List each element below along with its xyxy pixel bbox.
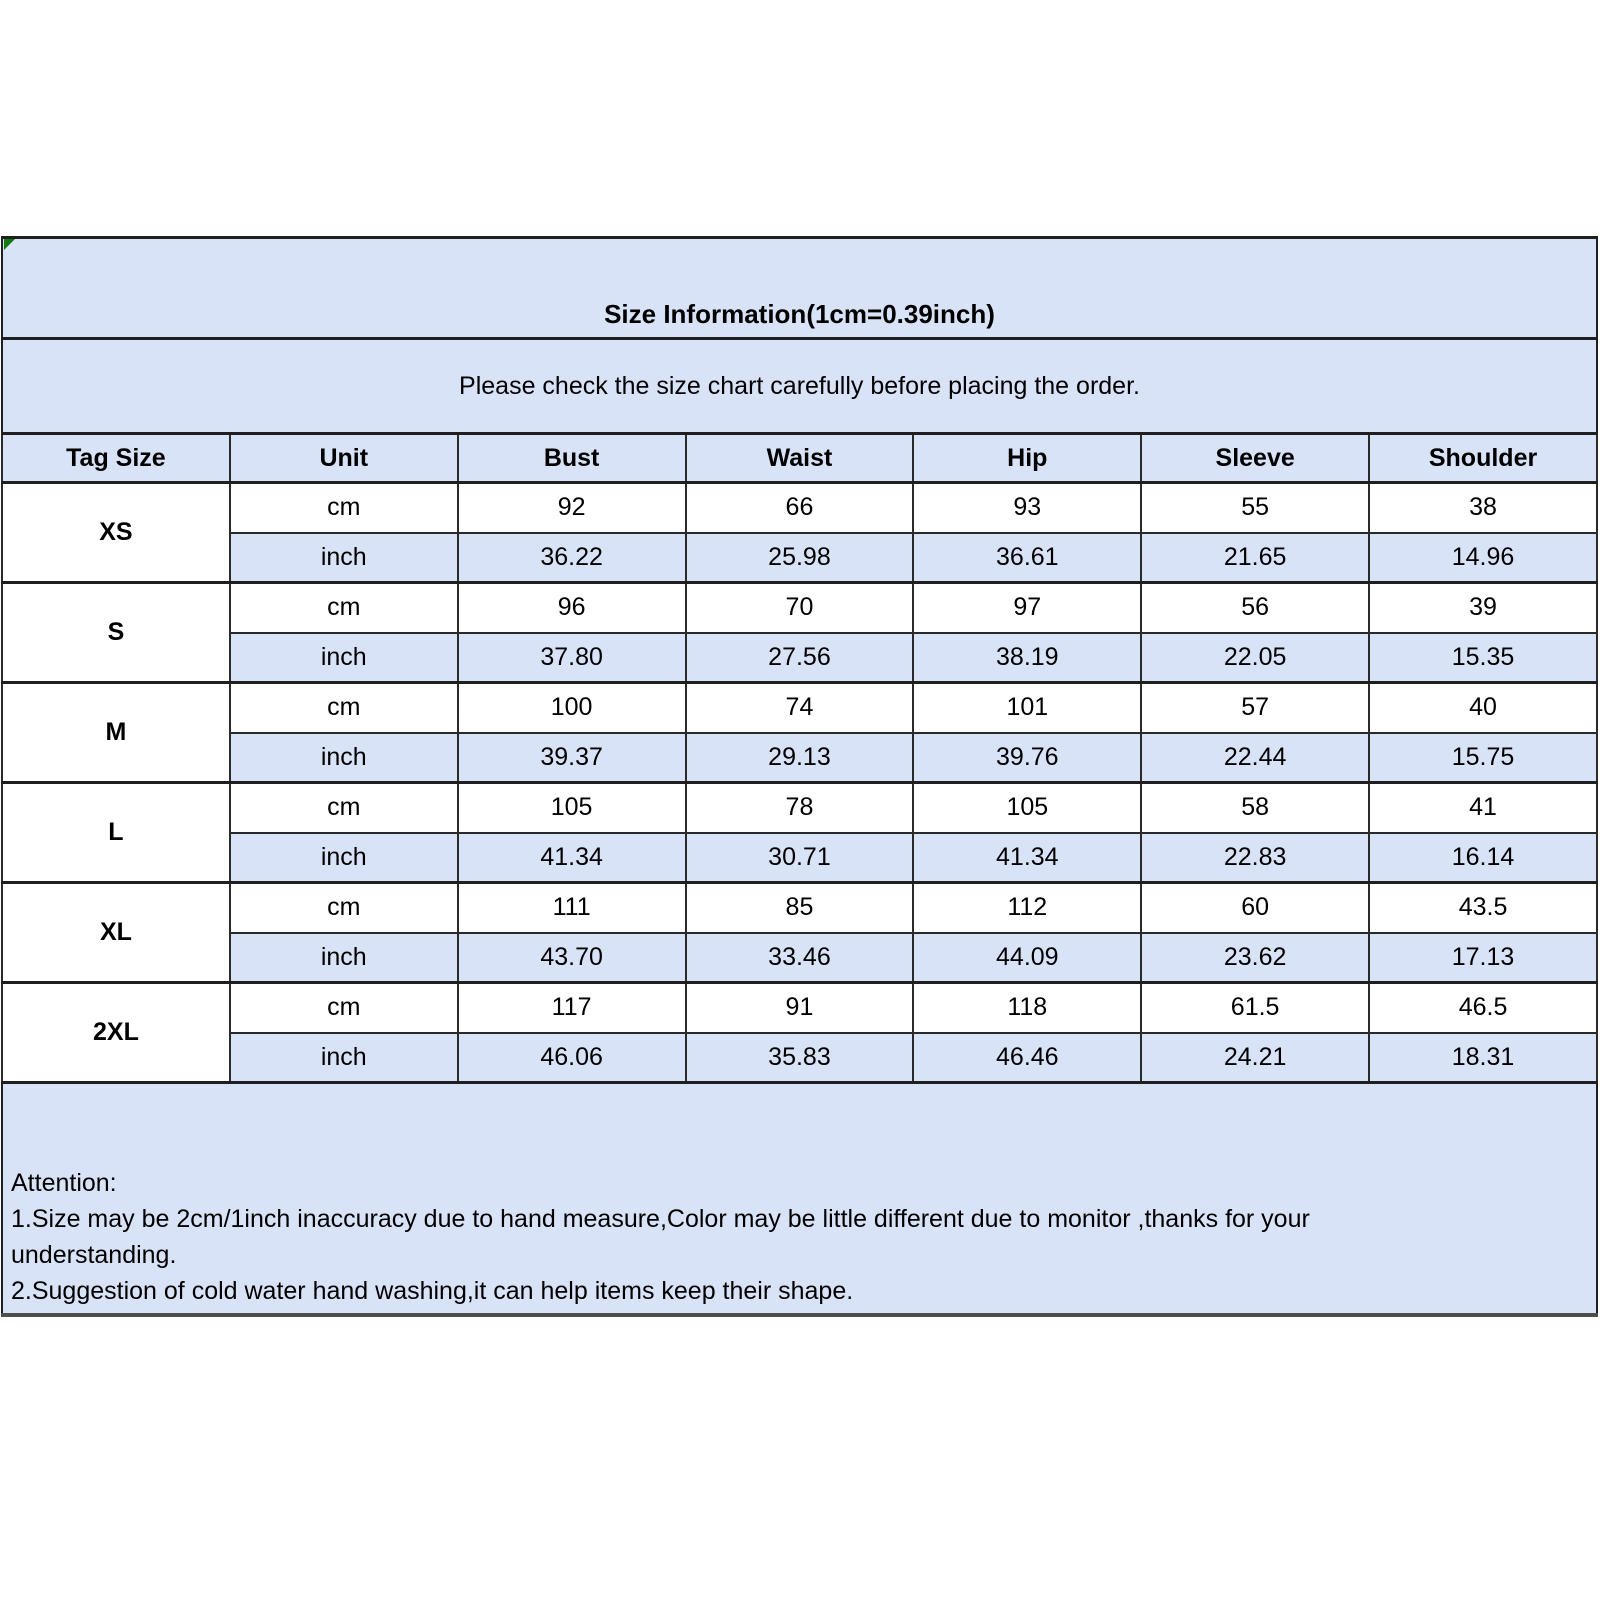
value-cell: 22.44 [1141, 733, 1369, 783]
attention-heading: Attention: [11, 1168, 117, 1197]
value-cell: 27.56 [686, 633, 914, 683]
unit-cell: cm [230, 683, 458, 733]
value-cell: 78 [686, 783, 914, 833]
value-cell: 33.46 [686, 933, 914, 983]
value-cell: 57 [1141, 683, 1369, 733]
unit-cell: cm [230, 783, 458, 833]
attention-row [2, 1083, 1597, 1315]
value-cell: 66 [686, 483, 914, 533]
value-cell: 14.96 [1369, 533, 1597, 583]
column-header-hip: Hip [913, 434, 1141, 483]
column-header-bust: Bust [458, 434, 686, 483]
value-cell: 46.06 [458, 1033, 686, 1083]
tag-size-cell: M [2, 683, 230, 783]
value-cell: 55 [1141, 483, 1369, 533]
unit-cell: cm [230, 483, 458, 533]
value-cell: 18.31 [1369, 1033, 1597, 1083]
value-cell: 15.75 [1369, 733, 1597, 783]
value-cell: 117 [458, 983, 686, 1033]
value-cell: 39.37 [458, 733, 686, 783]
table-row-xs-cm [2, 483, 1597, 533]
value-cell: 40 [1369, 683, 1597, 733]
value-cell: 29.13 [686, 733, 914, 783]
value-cell: 44.09 [913, 933, 1141, 983]
cell-corner-marker-icon [4, 239, 15, 250]
value-cell: 100 [458, 683, 686, 733]
page-title: Size Information(1cm=0.39inch) [2, 238, 1597, 339]
value-cell: 22.05 [1141, 633, 1369, 683]
table-row-m-cm [2, 683, 1597, 733]
value-cell: 21.65 [1141, 533, 1369, 583]
value-cell: 58 [1141, 783, 1369, 833]
value-cell: 39 [1369, 583, 1597, 633]
value-cell: 111 [458, 883, 686, 933]
value-cell: 41 [1369, 783, 1597, 833]
value-cell: 60 [1141, 883, 1369, 933]
unit-cell: inch [230, 933, 458, 983]
value-cell: 56 [1141, 583, 1369, 633]
unit-cell: inch [230, 633, 458, 683]
unit-cell: inch [230, 833, 458, 883]
table-row-xs-inch [2, 533, 1597, 583]
column-header-shoulder: Shoulder [1369, 434, 1597, 483]
column-header-unit: Unit [230, 434, 458, 483]
size-information-panel [1, 236, 1598, 1317]
table-row-s-inch [2, 633, 1597, 683]
value-cell: 39.76 [913, 733, 1141, 783]
unit-cell: cm [230, 983, 458, 1033]
value-cell: 43.5 [1369, 883, 1597, 933]
tag-size-cell: L [2, 783, 230, 883]
attention-line-1-cont: understanding. [11, 1240, 177, 1269]
value-cell: 61.5 [1141, 983, 1369, 1033]
value-cell: 16.14 [1369, 833, 1597, 883]
unit-cell: inch [230, 733, 458, 783]
value-cell: 17.13 [1369, 933, 1597, 983]
value-cell: 92 [458, 483, 686, 533]
column-header-waist: Waist [686, 434, 914, 483]
value-cell: 35.83 [686, 1033, 914, 1083]
tag-size-cell: S [2, 583, 230, 683]
column-header-tag-size: Tag Size [2, 434, 230, 483]
unit-cell: inch [230, 533, 458, 583]
attention-note [2, 1083, 1597, 1315]
table-row-s-cm [2, 583, 1597, 633]
value-cell: 37.80 [458, 633, 686, 683]
value-cell: 38.19 [913, 633, 1141, 683]
column-header-sleeve: Sleeve [1141, 434, 1369, 483]
value-cell: 70 [686, 583, 914, 633]
value-cell: 30.71 [686, 833, 914, 883]
value-cell: 36.61 [913, 533, 1141, 583]
value-cell: 85 [686, 883, 914, 933]
value-cell: 105 [913, 783, 1141, 833]
table-row-l-inch [2, 833, 1597, 883]
table-row-m-inch [2, 733, 1597, 783]
unit-cell: cm [230, 883, 458, 933]
header-row [2, 434, 1597, 483]
value-cell: 93 [913, 483, 1141, 533]
table-row-2xl-inch [2, 1033, 1597, 1083]
tag-size-cell: 2XL [2, 983, 230, 1083]
value-cell: 38 [1369, 483, 1597, 533]
value-cell: 101 [913, 683, 1141, 733]
value-cell: 91 [686, 983, 914, 1033]
tag-size-cell: XS [2, 483, 230, 583]
subtitle-note: Please check the size chart carefully before placing the order. [2, 339, 1597, 434]
value-cell: 41.34 [913, 833, 1141, 883]
table-row-2xl-cm [2, 983, 1597, 1033]
value-cell: 74 [686, 683, 914, 733]
value-cell: 15.35 [1369, 633, 1597, 683]
value-cell: 43.70 [458, 933, 686, 983]
value-cell: 36.22 [458, 533, 686, 583]
title-row [2, 238, 1597, 339]
value-cell: 23.62 [1141, 933, 1369, 983]
value-cell: 105 [458, 783, 686, 833]
value-cell: 22.83 [1141, 833, 1369, 883]
table-row-xl-cm [2, 883, 1597, 933]
value-cell: 97 [913, 583, 1141, 633]
value-cell: 118 [913, 983, 1141, 1033]
value-cell: 112 [913, 883, 1141, 933]
attention-line-1: 1.Size may be 2cm/1inch inaccuracy due to hand measure,Color may be little different due to monitor ,thanks for your [11, 1204, 1310, 1233]
unit-cell: inch [230, 1033, 458, 1083]
table-row-xl-inch [2, 933, 1597, 983]
value-cell: 96 [458, 583, 686, 633]
value-cell: 24.21 [1141, 1033, 1369, 1083]
value-cell: 46.46 [913, 1033, 1141, 1083]
table-row-l-cm [2, 783, 1597, 833]
value-cell: 46.5 [1369, 983, 1597, 1033]
subtitle-row [2, 339, 1597, 434]
value-cell: 25.98 [686, 533, 914, 583]
unit-cell: cm [230, 583, 458, 633]
size-chart-table [1, 236, 1598, 1317]
value-cell: 41.34 [458, 833, 686, 883]
tag-size-cell: XL [2, 883, 230, 983]
attention-line-2: 2.Suggestion of cold water hand washing,it can help items keep their shape. [11, 1276, 854, 1305]
